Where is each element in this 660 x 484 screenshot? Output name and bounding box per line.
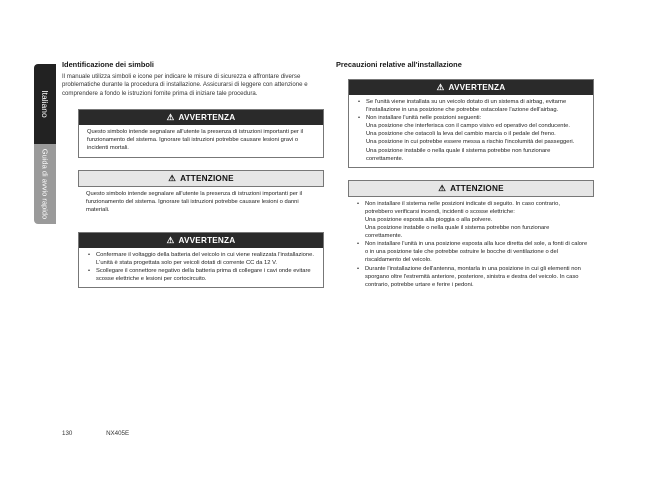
warning-box-title: AVVERTENZA (178, 235, 236, 245)
symbols-heading: Identificazione dei simboli (62, 60, 154, 69)
list-subitem: Una posizione che ostacoli la leva del cambio marcia o il pedale del freno. (366, 131, 556, 138)
caution-box-text: Questo simbolo intende segnalare all'utente la presenza di istruzioni importanti per il funzionamento del sistema. Ignorare tali istruzioni potrebbe causare lesioni o danni materiali. (86, 190, 303, 213)
model-name: NX405E (106, 430, 130, 437)
list-item: • Scollegare il connettore negativo della batteria prima di collegare i cavi onde evitare scosse elettriche e lesioni per cortocircuito. (95, 267, 317, 283)
list-item: • Non installare l'unità in una posizione esposta alla luce diretta del sole, a fonti di calore o in una posizione tale che potrebbe ostruire le bocche di ventilazione o del riscaldamento del veicolo. (364, 240, 588, 264)
language-tab-label: Italiano (40, 90, 50, 118)
list-subitem: Una posizione che interferisca con il campo visivo ed operativo del conducente. (366, 123, 570, 130)
list-item-lead: • Non installare il sistema nelle posizioni indicate di seguito. In caso contrario, potrebbero verificarsi incendi, incidenti o scosse elettriche: (365, 200, 560, 215)
list-item (364, 200, 588, 240)
warning-box-installation (348, 79, 594, 168)
list-subitem: Una posizione in cui potrebbe essere messa a rischio l'incolumità dei passeggeri. (366, 139, 575, 146)
list-item: • Se l'unità viene installata su un veicolo dotato di un sistema di airbag, evitarne l'installazione in una posizione che potrebbe ostacolare l'azione dell'airbag. (365, 98, 587, 114)
page-number: 130 (62, 430, 73, 437)
section-tab (34, 144, 56, 224)
warning-triangle-icon: ⚠ (166, 112, 175, 123)
warning-box-list (349, 95, 593, 167)
list-item-lead: • Non installare l'unità nelle posizioni seguenti: (366, 115, 482, 122)
section-tab-label: Guida di avvio rapido (40, 148, 50, 220)
warning-box-definition (78, 109, 324, 157)
warning-triangle-icon: ⚠ (168, 172, 177, 183)
warning-box-battery (78, 232, 324, 288)
list-subitem: Una posizione esposta alla pioggia o alla polvere. (365, 216, 493, 223)
caution-box-title: ATTENZIONE (450, 183, 504, 193)
list-item: • Durante l'installazione dell'antenna, montarla in una posizione in cui gli elementi non sporgano oltre l'estremità anteriore, posteriore, sinistra e destra del veicolo. In caso contrario, potrebbe urtare e ferire i pedoni. (364, 265, 588, 289)
symbols-intro: Il manuale utilizza simboli e icone per indicare le misure di sicurezza e affrontare diverse problematiche durante la procedura di installazione. Assicurarsi di leggere con attenzione e comprendere a fondo le istruzioni fornite prima di iniziare tale procedura. (62, 73, 308, 97)
caution-box-header (348, 180, 594, 197)
warning-box-title: AVVERTENZA (178, 113, 236, 123)
list-subitem: Una posizione instabile o nella quale il sistema potrebbe non funzionare correttamente. (366, 147, 551, 162)
warning-box-list (79, 248, 323, 287)
warning-triangle-icon: ⚠ (438, 182, 447, 193)
caution-box-list (348, 197, 594, 293)
caution-box-installation (348, 180, 594, 293)
warning-triangle-icon: ⚠ (166, 234, 175, 245)
warning-box-header (349, 80, 593, 95)
installation-heading: Precauzioni relative all'installazione (336, 60, 462, 69)
caution-box-title: ATTENZIONE (180, 173, 234, 183)
warning-box-header (79, 110, 323, 125)
right-column (336, 60, 586, 305)
warning-box-title: AVVERTENZA (448, 83, 506, 92)
caution-box-header (78, 170, 324, 187)
warning-triangle-icon: ⚠ (436, 82, 445, 92)
language-tab (34, 64, 56, 144)
page-footer (62, 430, 129, 437)
list-item: • Confermare il voltaggio della batteria del veicolo in cui viene realizzata l'installazione. L'unità è stata progettata solo per veicoli dotati di corrente CC da 12 V. (95, 251, 317, 267)
list-subitem: Una posizione instabile o nella quale il sistema potrebbe non funzionare correttamente. (365, 225, 550, 240)
list-item (365, 114, 587, 163)
warning-box-header (79, 233, 323, 248)
warning-box-text: Questo simbolo intende segnalare all'utente la presenza di istruzioni importanti per il funzionamento del sistema. Ignorare tali istruzioni potrebbe causare lesioni gravi o incidenti mortali. (87, 129, 304, 152)
caution-box-definition (78, 170, 324, 218)
left-column (62, 60, 324, 300)
